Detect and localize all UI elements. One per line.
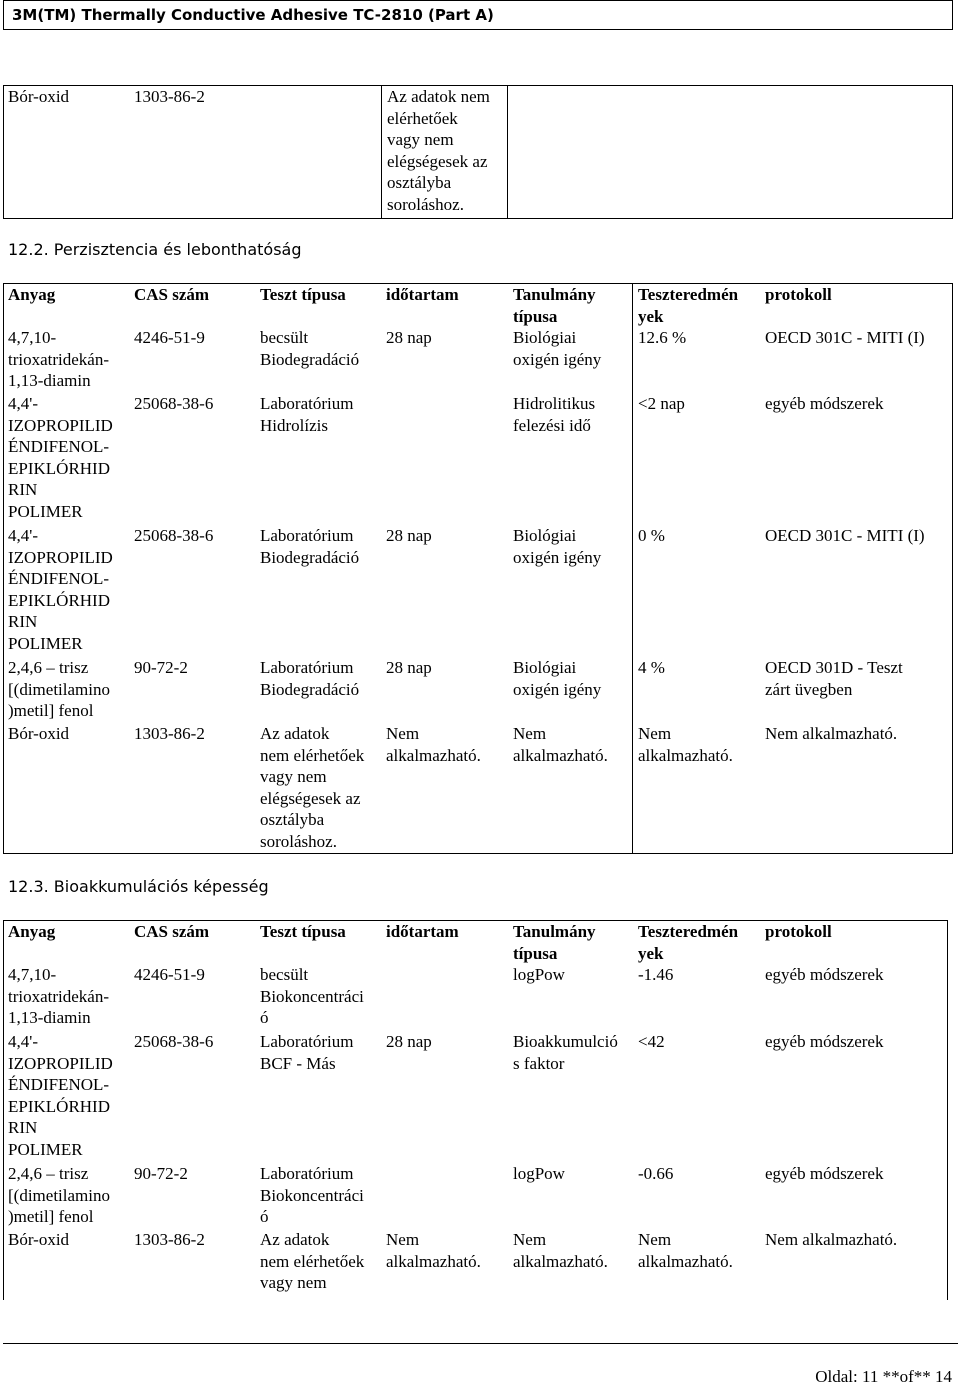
section-title-bioaccumulation: 12.3. Bioakkumulációs képesség <box>8 877 269 896</box>
cell-cas: 1303-86-2 <box>134 724 205 743</box>
cell-eredmeny: -0.66 <box>638 1164 674 1183</box>
cell-eredmeny: Nem alkalmazható. <box>638 724 733 765</box>
cell-cas: 25068-38-6 <box>134 394 214 413</box>
col-header-idotartam: időtartam <box>386 285 459 304</box>
cell-cas: 1303-86-2 <box>134 1230 205 1249</box>
cell-teszt: becsült Biokoncentráci ó <box>260 965 364 1028</box>
cell-anyag: 4,4'- IZOPROPILID ÉNDIFENOL- EPIKLÓRHID RIN POLIMER <box>8 394 113 521</box>
cell-tanulmany: Bioakkumulció s faktor <box>513 1032 618 1073</box>
cell-protokoll: egyéb módszerek <box>765 1032 884 1051</box>
col-header-tanulmany: Tanulmány típusa <box>513 285 596 326</box>
cell-tanulmany: logPow <box>513 965 565 984</box>
cell-protokoll: egyéb módszerek <box>765 394 884 413</box>
cell-idotartam: Nem alkalmazható. <box>386 1230 481 1271</box>
col-header-eredmeny: Teszteredmén yek <box>638 922 739 963</box>
cell-anyag: 4,4'- IZOPROPILID ÉNDIFENOL- EPIKLÓRHID RIN POLIMER <box>8 1032 113 1159</box>
cell-teszt: Laboratórium BCF - Más <box>260 1032 354 1073</box>
cell-tanulmany: Biológiai oxigén igény <box>513 328 602 369</box>
cell-eredmeny: Nem alkalmazható. <box>638 1230 733 1271</box>
cell-cas: 4246-51-9 <box>134 965 205 984</box>
cell-protokoll: Nem alkalmazható. <box>765 724 898 743</box>
cell-anyag: Bór-oxid <box>8 1230 70 1249</box>
prev-note: Az adatok nem elérhetőek vagy nem elégségesek az osztályba soroláshoz. <box>387 87 490 214</box>
cell-anyag: 2,4,6 – trisz [(dimetilamino )metil] fenol <box>8 658 110 721</box>
cell-anyag: Bór-oxid <box>8 724 70 743</box>
cell-idotartam: 28 nap <box>386 526 432 545</box>
cell-anyag: 4,7,10- trioxatridekán- 1,13-diamin <box>8 965 110 1028</box>
document-title: 3M(TM) Thermally Conductive Adhesive TC-2810 (Part A) <box>12 6 494 24</box>
cell-idotartam: Nem alkalmazható. <box>386 724 481 765</box>
cell-protokoll: Nem alkalmazható. <box>765 1230 898 1249</box>
cell-eredmeny: 12.6 % <box>638 328 687 347</box>
cell-teszt: Laboratórium Biokoncentráci ó <box>260 1164 364 1227</box>
col-header-anyag: Anyag <box>8 922 56 941</box>
cell-teszt: Laboratórium Biodegradáció <box>260 658 360 699</box>
cell-idotartam: 28 nap <box>386 328 432 347</box>
cell-protokoll: OECD 301C - MITI (I) <box>765 526 925 545</box>
footer-rule <box>3 1343 958 1344</box>
cell-cas: 25068-38-6 <box>134 1032 214 1051</box>
cell-teszt: becsült Biodegradáció <box>260 328 360 369</box>
cell-tanulmany: Nem alkalmazható. <box>513 1230 608 1271</box>
cell-eredmeny: <42 <box>638 1032 665 1051</box>
cell-tanulmany: Biológiai oxigén igény <box>513 526 602 567</box>
cell-cas: 90-72-2 <box>134 1164 188 1183</box>
cell-protokoll: egyéb módszerek <box>765 1164 884 1183</box>
cell-teszt: Laboratórium Biodegradáció <box>260 526 360 567</box>
cell-anyag: 4,4'- IZOPROPILID ÉNDIFENOL- EPIKLÓRHID RIN POLIMER <box>8 526 113 653</box>
cell-teszt: Az adatok nem elérhetőek vagy nem <box>260 1230 365 1293</box>
cell-idotartam: 28 nap <box>386 658 432 677</box>
cell-cas: 90-72-2 <box>134 658 188 677</box>
cell-teszt: Az adatok nem elérhetőek vagy nem elégségesek az osztályba soroláshoz. <box>260 724 365 851</box>
cell-protokoll: OECD 301C - MITI (I) <box>765 328 925 347</box>
cell-idotartam: 28 nap <box>386 1032 432 1051</box>
cell-tanulmany: Nem alkalmazható. <box>513 724 608 765</box>
cell-teszt: Laboratórium Hidrolízis <box>260 394 354 435</box>
section-title-persistence: 12.2. Perzisztencia és lebonthatóság <box>8 240 302 259</box>
cell-protokoll: OECD 301D - Teszt zárt üvegben <box>765 658 903 699</box>
cell-cas: 25068-38-6 <box>134 526 214 545</box>
page-number: Oldal: 11 **of** 14 <box>815 1367 952 1386</box>
col-header-protokoll: protokoll <box>765 922 832 941</box>
col-header-eredmeny: Teszteredmén yek <box>638 285 739 326</box>
cell-cas: 4246-51-9 <box>134 328 205 347</box>
col-header-teszt: Teszt típusa <box>260 285 346 304</box>
cell-anyag: 2,4,6 – trisz [(dimetilamino )metil] fenol <box>8 1164 110 1227</box>
col-header-anyag: Anyag <box>8 285 56 304</box>
prev-substance: Bór-oxid <box>8 87 70 106</box>
document-header <box>3 0 953 30</box>
cell-eredmeny: 4 % <box>638 658 665 677</box>
col-header-protokoll: protokoll <box>765 285 832 304</box>
cell-tanulmany: Hidrolitikus felezési idő <box>513 394 596 435</box>
col-header-idotartam: időtartam <box>386 922 459 941</box>
col-header-cas: CAS szám <box>134 285 210 304</box>
cell-protokoll: egyéb módszerek <box>765 965 884 984</box>
prev-cas: 1303-86-2 <box>134 87 205 106</box>
cell-tanulmany: logPow <box>513 1164 565 1183</box>
cell-tanulmany: Biológiai oxigén igény <box>513 658 602 699</box>
col-header-tanulmany: Tanulmány típusa <box>513 922 596 963</box>
col-header-cas: CAS szám <box>134 922 210 941</box>
cell-eredmeny: 0 % <box>638 526 665 545</box>
cell-eredmeny: <2 nap <box>638 394 685 413</box>
cell-anyag: 4,7,10- trioxatridekán- 1,13-diamin <box>8 328 110 391</box>
col-header-teszt: Teszt típusa <box>260 922 346 941</box>
cell-eredmeny: -1.46 <box>638 965 674 984</box>
